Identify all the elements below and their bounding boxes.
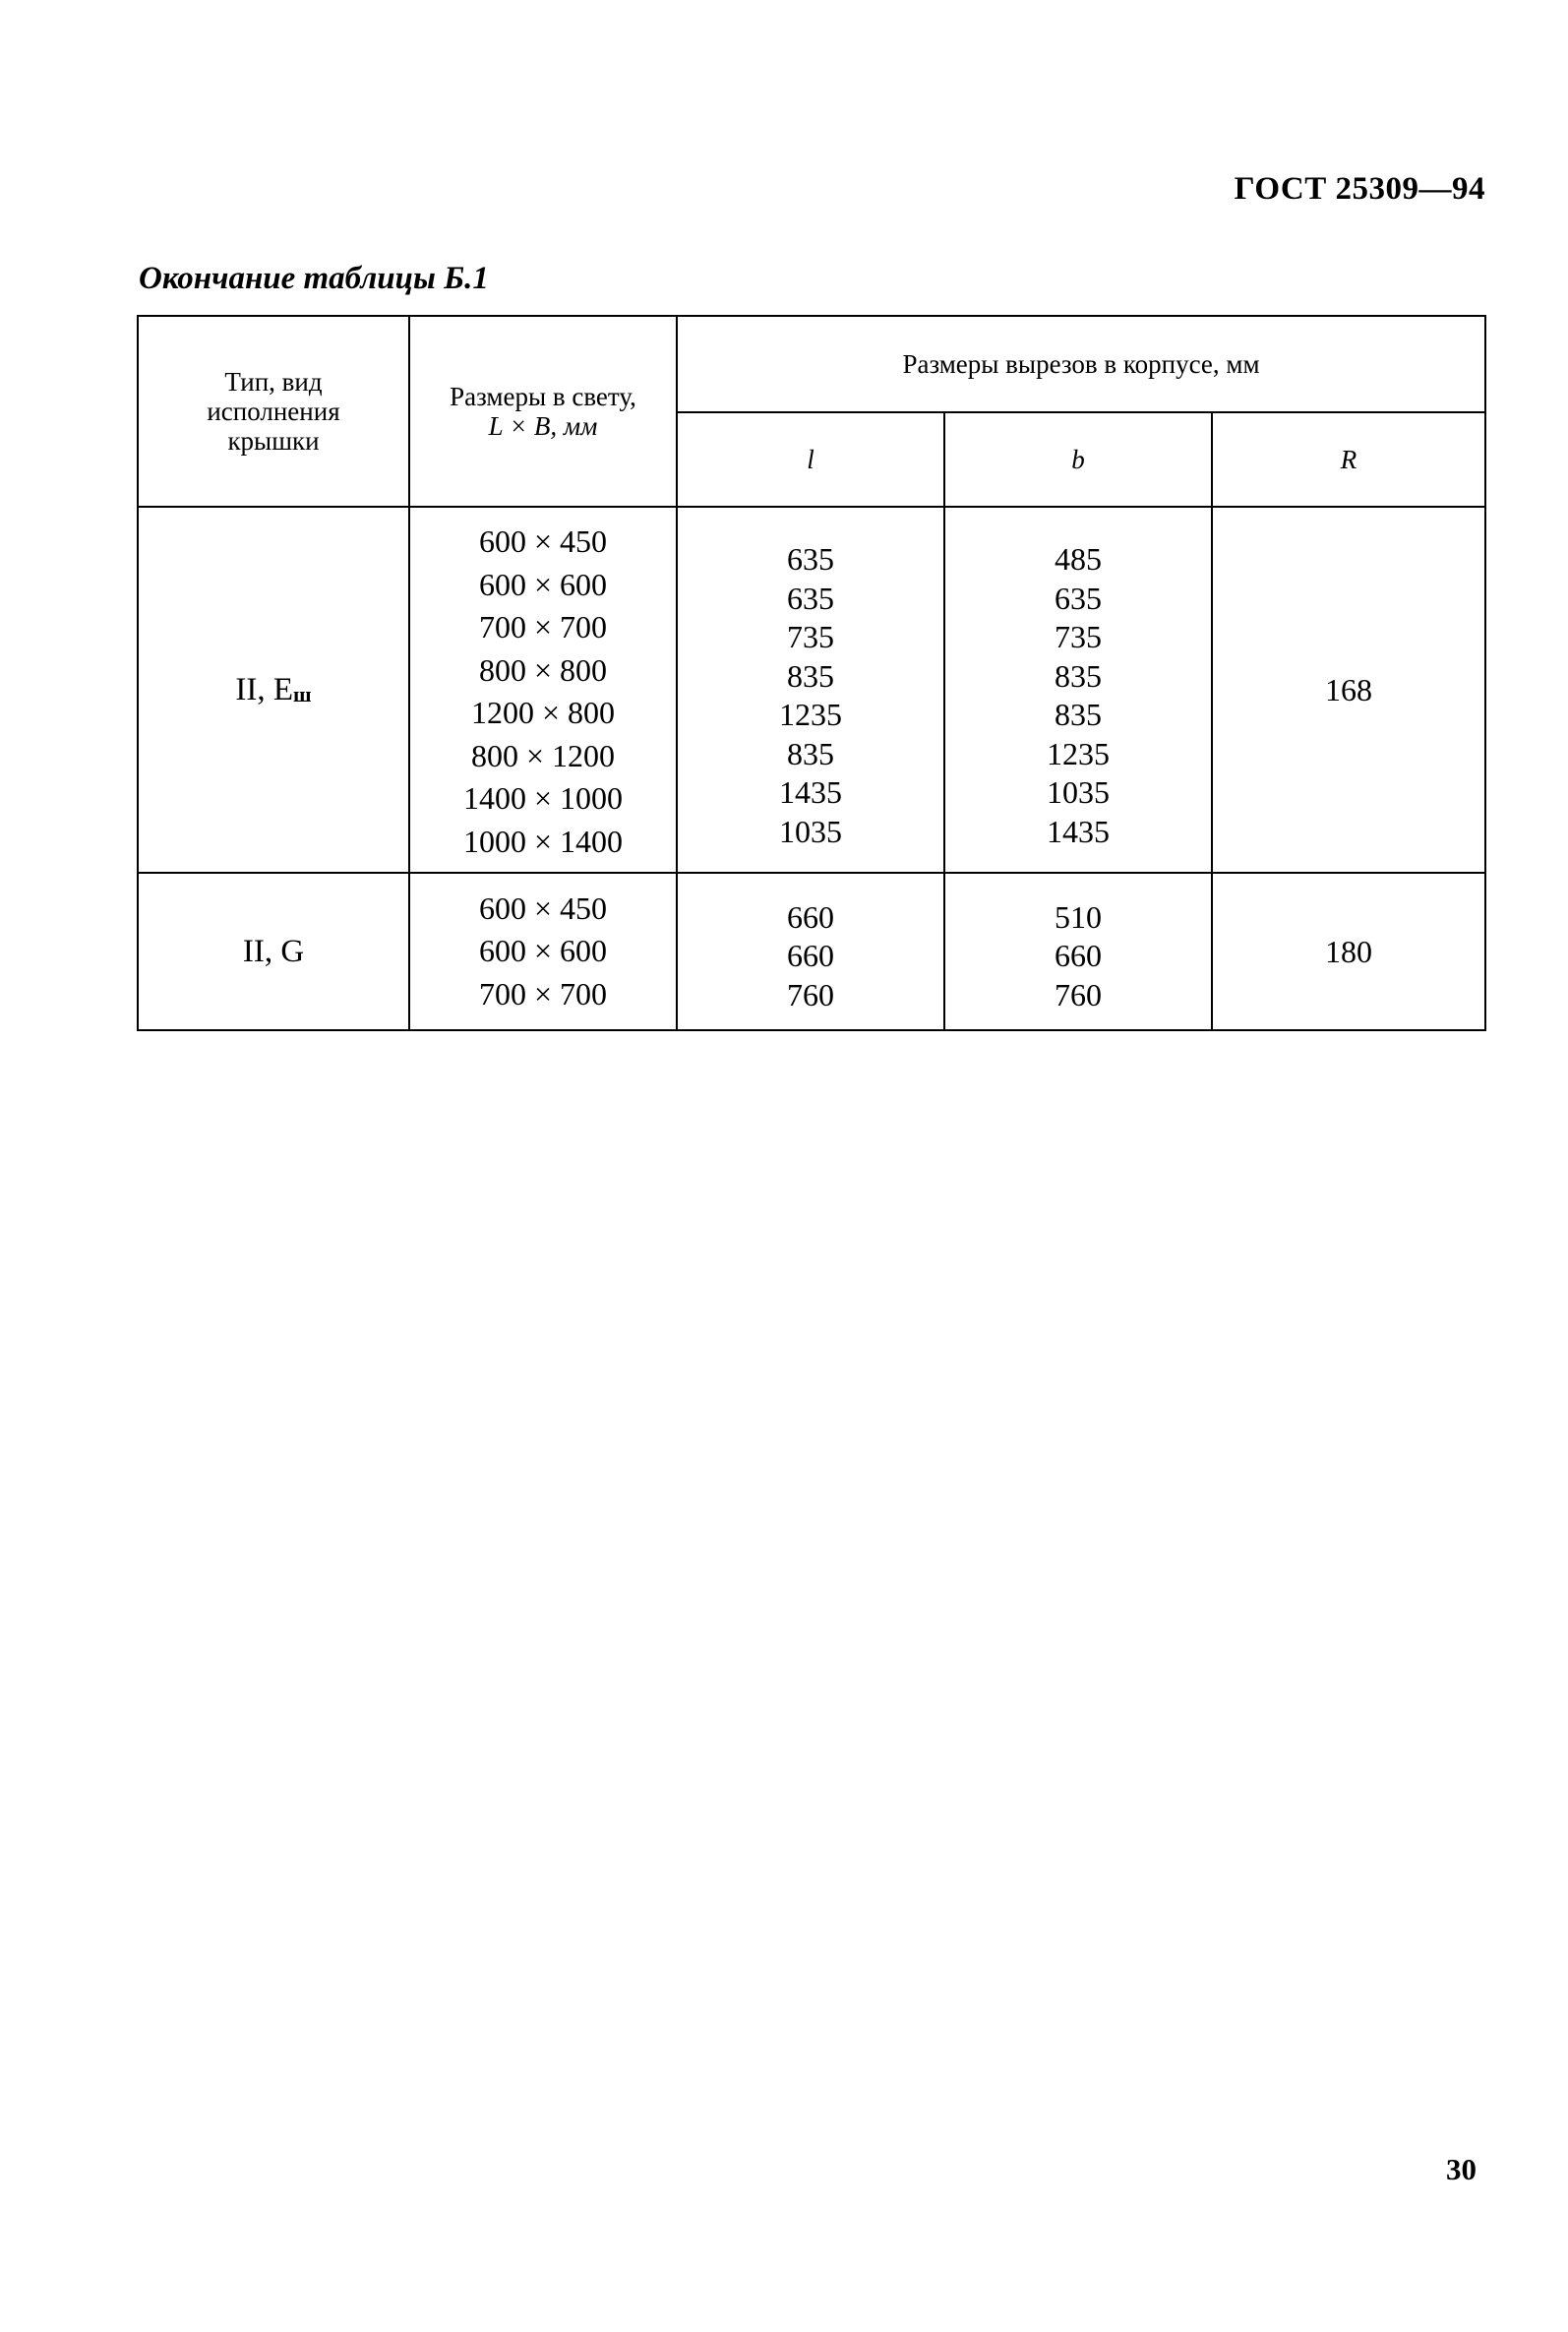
b-value: 660 <box>1055 938 1102 974</box>
b-value: 1435 <box>1047 813 1110 849</box>
size-value: 700 × 700 <box>478 975 608 1012</box>
size-list <box>410 517 676 863</box>
document-code: ГОСТ 25309—94 <box>1234 171 1485 207</box>
header-size-line2: L × B, мм <box>488 411 598 441</box>
l-value: 1035 <box>779 813 842 849</box>
size-value: 600 × 600 <box>478 566 608 602</box>
l-value: 735 <box>787 619 834 654</box>
table-row <box>138 873 1485 1030</box>
b-value: 635 <box>1055 580 1102 616</box>
type-main: II, E <box>235 671 294 707</box>
l-value: 660 <box>787 938 834 974</box>
b-cell <box>944 507 1212 873</box>
header-l: l <box>677 412 944 507</box>
b-value: 1235 <box>1047 735 1110 771</box>
l-value: 1235 <box>779 697 842 732</box>
l-list <box>678 528 943 851</box>
header-b: b <box>944 412 1212 507</box>
dimensions-table <box>137 315 1486 1031</box>
r-cell: 168 <box>1212 507 1485 873</box>
type-cell <box>138 873 409 1030</box>
size-cell <box>409 873 677 1030</box>
l-cell <box>677 873 944 1030</box>
b-value: 835 <box>1055 697 1102 732</box>
l-cell <box>677 507 944 873</box>
size-value: 800 × 800 <box>478 651 608 688</box>
b-value: 485 <box>1055 541 1102 577</box>
b-cell <box>944 873 1212 1030</box>
type-cell <box>138 507 409 873</box>
size-value: 1200 × 800 <box>470 695 616 730</box>
size-value: 800 × 1200 <box>470 737 616 773</box>
size-cell <box>409 507 677 873</box>
header-type <box>138 316 409 507</box>
header-r: R <box>1212 412 1485 507</box>
b-value: 760 <box>1055 976 1102 1013</box>
l-value: 660 <box>787 898 834 935</box>
b-value: 835 <box>1055 657 1102 694</box>
page-number: 30 <box>1446 2152 1477 2186</box>
b-value: 735 <box>1055 619 1102 654</box>
size-value: 600 × 450 <box>478 890 608 926</box>
header-type-label: Тип, вид исполнения крышки <box>207 367 340 456</box>
l-list <box>678 889 943 1015</box>
r-cell: 180 <box>1212 873 1485 1030</box>
b-value: 1035 <box>1047 774 1110 810</box>
l-value: 835 <box>787 735 834 771</box>
size-value: 700 × 700 <box>478 609 608 644</box>
size-list <box>410 888 676 1016</box>
size-value: 1400 × 1000 <box>462 780 624 816</box>
size-value: 1000 × 1400 <box>462 823 624 859</box>
b-list <box>945 528 1211 851</box>
size-value: 600 × 450 <box>478 523 608 559</box>
l-value: 760 <box>787 976 834 1013</box>
table-row <box>138 507 1485 873</box>
type-main: II, G <box>242 933 305 969</box>
l-value: 635 <box>787 580 834 616</box>
size-value: 600 × 600 <box>478 933 608 969</box>
l-value: 1435 <box>779 774 842 810</box>
b-value: 510 <box>1055 898 1102 935</box>
l-value: 635 <box>787 541 834 577</box>
l-value: 835 <box>787 657 834 694</box>
type-subscript: ш <box>293 681 312 706</box>
b-list <box>945 889 1211 1015</box>
header-size <box>409 316 677 507</box>
header-cutouts: Размеры вырезов в корпусе, мм <box>677 316 1485 412</box>
header-size-line1: Размеры в свету, <box>450 382 636 411</box>
table-caption: Окончание таблицы Б.1 <box>139 261 489 296</box>
